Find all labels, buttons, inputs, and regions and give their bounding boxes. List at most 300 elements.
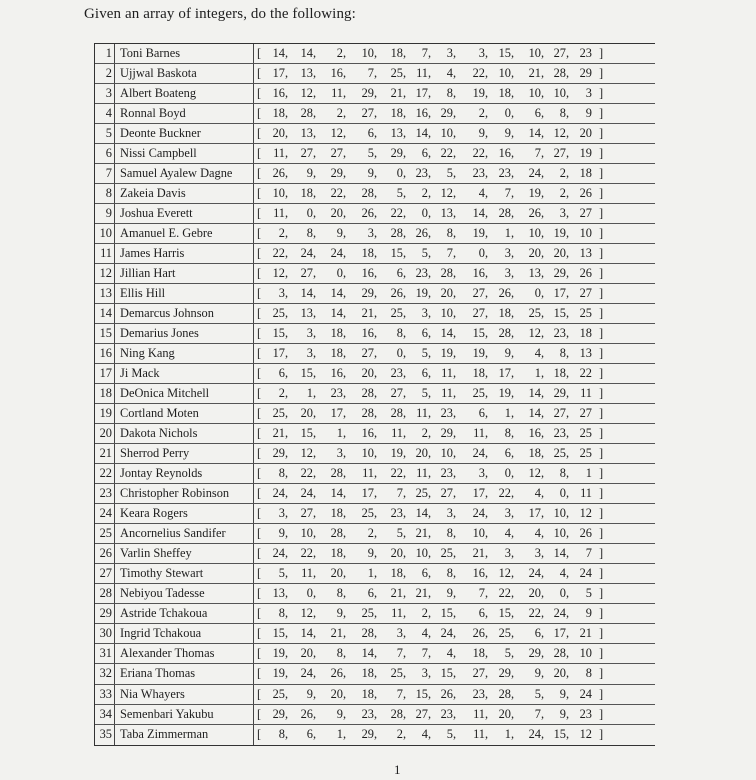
array-value: 14 (300, 46, 313, 60)
comma-separator: , (566, 146, 570, 161)
array-value: 2 (421, 426, 428, 441)
comma-separator: , (374, 326, 378, 341)
comma-separator: , (343, 606, 347, 621)
table-row (95, 284, 655, 304)
array-value: 26 (579, 266, 592, 281)
row-number: 16 (95, 344, 115, 363)
comma-separator: , (541, 106, 545, 121)
comma-separator: , (511, 406, 515, 421)
array-value: 19 (579, 146, 592, 161)
array-value: 7 (446, 246, 453, 261)
comma-separator: , (428, 306, 432, 321)
array-value: 10 (440, 126, 453, 141)
array-value: 24 (300, 246, 313, 261)
array-value: 14 (272, 46, 285, 60)
comma-separator: , (374, 646, 378, 661)
array-value: 20 (528, 586, 541, 601)
close-bracket: ] (599, 126, 604, 141)
comma-separator: , (285, 286, 289, 301)
array-value: 23 (498, 166, 511, 181)
student-name: Ujjwal Baskota (120, 66, 197, 81)
open-bracket: [ (257, 686, 262, 701)
array-value: 5 (446, 726, 453, 741)
array-value: 11 (391, 606, 403, 621)
comma-separator: , (453, 126, 457, 141)
table-row (95, 504, 655, 524)
comma-separator: , (541, 46, 545, 60)
array-value: 11 (301, 566, 313, 581)
array-value: 2 (559, 186, 566, 201)
comma-separator: , (541, 226, 545, 241)
array-value: 25 (553, 446, 566, 461)
comma-separator: , (566, 566, 570, 581)
comma-separator: , (285, 426, 289, 441)
comma-separator: , (511, 526, 515, 541)
array-value: 20 (330, 566, 343, 581)
array-value: 0 (504, 466, 511, 481)
array-value: 21 (528, 66, 541, 81)
array-value: 15 (440, 606, 453, 621)
table-row (95, 44, 655, 64)
array-value: 7 (504, 186, 511, 201)
array-value: 2 (396, 726, 403, 741)
close-bracket: ] (599, 306, 604, 321)
comma-separator: , (541, 386, 545, 401)
table-row (95, 644, 655, 664)
comma-separator: , (453, 646, 457, 661)
row-number: 28 (95, 584, 115, 603)
comma-separator: , (403, 626, 407, 641)
comma-separator: , (374, 126, 378, 141)
array-value: 9 (559, 706, 566, 721)
comma-separator: , (343, 566, 347, 581)
comma-separator: , (485, 726, 489, 741)
comma-separator: , (428, 66, 432, 81)
open-bracket: [ (257, 626, 262, 641)
array-value: 19 (498, 386, 511, 401)
row-number: 35 (95, 725, 115, 745)
comma-separator: , (343, 206, 347, 221)
array-value: 7 (421, 46, 428, 60)
comma-separator: , (485, 46, 489, 60)
comma-separator: , (541, 626, 545, 641)
comma-separator: , (485, 186, 489, 201)
comma-separator: , (285, 166, 289, 181)
array-value: 20 (553, 246, 566, 261)
array-value: 18 (272, 106, 285, 121)
table-row (95, 204, 655, 224)
array-value: 3 (306, 326, 313, 341)
comma-separator: , (313, 346, 317, 361)
array-value: 17 (472, 486, 485, 501)
comma-separator: , (541, 566, 545, 581)
array-value: 5 (421, 246, 428, 261)
array-value: 5 (367, 146, 374, 161)
array-value: 16 (361, 266, 374, 281)
close-bracket: ] (599, 346, 604, 361)
array-value: 13 (300, 306, 313, 321)
comma-separator: , (285, 186, 289, 201)
table-row (95, 184, 655, 204)
comma-separator: , (374, 106, 378, 121)
table-row (95, 524, 655, 544)
comma-separator: , (374, 626, 378, 641)
comma-separator: , (403, 186, 407, 201)
row-number: 22 (95, 464, 115, 483)
array-value: 15 (390, 246, 403, 261)
comma-separator: , (428, 86, 432, 101)
comma-separator: , (511, 706, 515, 721)
array-value: 8 (446, 566, 453, 581)
comma-separator: , (428, 326, 432, 341)
array-value: 17 (553, 286, 566, 301)
row-number: 1 (95, 44, 115, 63)
table-row (95, 64, 655, 84)
comma-separator: , (285, 346, 289, 361)
comma-separator: , (566, 546, 570, 561)
comma-separator: , (511, 246, 515, 261)
comma-separator: , (485, 566, 489, 581)
array-value: 25 (361, 506, 374, 521)
comma-separator: , (428, 526, 432, 541)
comma-separator: , (541, 506, 545, 521)
open-bracket: [ (257, 266, 262, 281)
array-value: 23 (440, 406, 453, 421)
array-value: 13 (390, 126, 403, 141)
comma-separator: , (403, 566, 407, 581)
array-value: 18 (553, 366, 566, 381)
comma-separator: , (453, 186, 457, 201)
array-value: 26 (440, 686, 453, 701)
comma-separator: , (566, 326, 570, 341)
open-bracket: [ (257, 46, 262, 60)
array-value: 10 (528, 226, 541, 241)
array-value: 21 (415, 586, 428, 601)
array-value: 11 (473, 426, 485, 441)
comma-separator: , (511, 66, 515, 81)
student-name: Keara Rogers (120, 506, 188, 521)
array-value: 7 (396, 686, 403, 701)
array-value: 13 (300, 66, 313, 81)
comma-separator: , (485, 486, 489, 501)
comma-separator: , (453, 206, 457, 221)
open-bracket: [ (257, 706, 262, 721)
table-row (95, 564, 655, 584)
comma-separator: , (285, 466, 289, 481)
row-number: 20 (95, 424, 115, 443)
array-value: 29 (390, 146, 403, 161)
student-name: Christopher Robinson (120, 486, 230, 501)
comma-separator: , (511, 486, 515, 501)
student-name: Ingrid Tchakoua (120, 626, 202, 641)
comma-separator: , (428, 686, 432, 701)
comma-separator: , (313, 186, 317, 201)
array-value: 2 (336, 46, 343, 60)
comma-separator: , (453, 66, 457, 81)
comma-separator: , (541, 86, 545, 101)
array-value: 28 (553, 66, 566, 81)
array-value: 21 (390, 586, 403, 601)
comma-separator: , (566, 126, 570, 141)
comma-separator: , (541, 286, 545, 301)
array-value: 5 (585, 586, 592, 601)
array-value: 18 (528, 446, 541, 461)
array-value: 18 (472, 366, 485, 381)
array-value: 19 (440, 346, 453, 361)
comma-separator: , (403, 466, 407, 481)
comma-separator: , (511, 106, 515, 121)
array-value: 18 (361, 666, 374, 681)
array-value: 27 (300, 506, 313, 521)
array-value: 19 (390, 446, 403, 461)
row-number: 21 (95, 444, 115, 463)
row-number: 6 (95, 144, 115, 163)
comma-separator: , (511, 646, 515, 661)
array-value: 2 (421, 186, 428, 201)
array-value: 18 (579, 326, 592, 341)
comma-separator: , (403, 666, 407, 681)
comma-separator: , (343, 546, 347, 561)
comma-separator: , (453, 426, 457, 441)
comma-separator: , (541, 246, 545, 261)
comma-separator: , (541, 346, 545, 361)
array-value: 27 (553, 46, 566, 60)
comma-separator: , (566, 306, 570, 321)
array-value: 15 (300, 426, 313, 441)
array-value: 0 (559, 486, 566, 501)
array-value: 18 (390, 46, 403, 60)
array-value: 6 (534, 106, 541, 121)
array-value: 12 (579, 506, 592, 521)
comma-separator: , (313, 326, 317, 341)
comma-separator: , (485, 546, 489, 561)
array-value: 1 (504, 726, 511, 741)
student-name: DeOnica Mitchell (120, 386, 210, 401)
comma-separator: , (485, 706, 489, 721)
close-bracket: ] (599, 506, 604, 521)
array-value: 12 (300, 446, 313, 461)
comma-separator: , (313, 486, 317, 501)
array-value: 26 (300, 706, 313, 721)
array-value: 1 (336, 426, 343, 441)
array-value: 25 (528, 306, 541, 321)
row-number: 2 (95, 64, 115, 83)
table-row (95, 464, 655, 484)
comma-separator: , (541, 206, 545, 221)
array-value: 13 (528, 266, 541, 281)
array-value: 19 (528, 186, 541, 201)
array-value: 3 (559, 206, 566, 221)
student-name: Jillian Hart (120, 266, 176, 281)
comma-separator: , (453, 306, 457, 321)
comma-separator: , (313, 606, 317, 621)
array-value: 24 (528, 566, 541, 581)
array-value: 9 (336, 706, 343, 721)
comma-separator: , (343, 166, 347, 181)
comma-separator: , (485, 386, 489, 401)
array-value: 12 (440, 186, 453, 201)
array-value: 6 (504, 446, 511, 461)
comma-separator: , (541, 446, 545, 461)
open-bracket: [ (257, 166, 262, 181)
array-value: 17 (361, 486, 374, 501)
array-value: 10 (528, 86, 541, 101)
array-value: 16 (498, 146, 511, 161)
array-value: 7 (534, 706, 541, 721)
comma-separator: , (343, 346, 347, 361)
array-value: 29 (528, 646, 541, 661)
close-bracket: ] (599, 566, 604, 581)
student-name: Astride Tchakoua (120, 606, 208, 621)
table-row (95, 404, 655, 424)
comma-separator: , (485, 66, 489, 81)
comma-separator: , (343, 146, 347, 161)
comma-separator: , (403, 546, 407, 561)
comma-separator: , (453, 546, 457, 561)
row-number: 31 (95, 644, 115, 663)
comma-separator: , (541, 606, 545, 621)
comma-separator: , (428, 466, 432, 481)
array-value: 3 (396, 626, 403, 641)
array-value: 10 (361, 446, 374, 461)
array-value: 9 (534, 666, 541, 681)
array-value: 7 (396, 646, 403, 661)
comma-separator: , (374, 146, 378, 161)
array-value: 0 (306, 206, 313, 221)
comma-separator: , (313, 106, 317, 121)
comma-separator: , (453, 666, 457, 681)
comma-separator: , (285, 506, 289, 521)
comma-separator: , (285, 206, 289, 221)
student-name: Semenbari Yakubu (120, 706, 214, 721)
comma-separator: , (453, 366, 457, 381)
array-value: 12 (300, 606, 313, 621)
comma-separator: , (285, 146, 289, 161)
comma-separator: , (428, 46, 432, 60)
comma-separator: , (403, 206, 407, 221)
comma-separator: , (343, 266, 347, 281)
comma-separator: , (541, 186, 545, 201)
comma-separator: , (374, 666, 378, 681)
comma-separator: , (313, 206, 317, 221)
array-value: 26 (579, 186, 592, 201)
row-number: 8 (95, 184, 115, 203)
comma-separator: , (453, 706, 457, 721)
comma-separator: , (541, 526, 545, 541)
array-value: 14 (528, 126, 541, 141)
array-value: 24 (330, 246, 343, 261)
array-value: 9 (278, 526, 285, 541)
open-bracket: [ (257, 286, 262, 301)
comma-separator: , (511, 306, 515, 321)
array-value: 2 (336, 106, 343, 121)
array-value: 25 (390, 66, 403, 81)
open-bracket: [ (257, 386, 262, 401)
student-name: Sherrod Perry (120, 446, 190, 461)
close-bracket: ] (599, 86, 604, 101)
array-value: 20 (528, 246, 541, 261)
comma-separator: , (374, 46, 378, 60)
array-value: 16 (472, 266, 485, 281)
comma-separator: , (374, 506, 378, 521)
array-value: 3 (534, 546, 541, 561)
array-value: 8 (336, 586, 343, 601)
array-value: 18 (330, 506, 343, 521)
comma-separator: , (374, 386, 378, 401)
comma-separator: , (566, 366, 570, 381)
comma-separator: , (511, 286, 515, 301)
array-value: 9 (478, 126, 485, 141)
array-value: 0 (336, 266, 343, 281)
comma-separator: , (485, 106, 489, 121)
student-name: Ji Mack (120, 366, 160, 381)
array-value: 8 (396, 326, 403, 341)
comma-separator: , (428, 386, 432, 401)
comma-separator: , (285, 366, 289, 381)
comma-separator: , (453, 486, 457, 501)
comma-separator: , (485, 646, 489, 661)
array-value: 6 (306, 726, 313, 741)
array-value: 8 (306, 226, 313, 241)
comma-separator: , (428, 106, 432, 121)
comma-separator: , (511, 146, 515, 161)
comma-separator: , (313, 246, 317, 261)
close-bracket: ] (599, 66, 604, 81)
comma-separator: , (313, 226, 317, 241)
array-value: 10 (440, 306, 453, 321)
comma-separator: , (453, 46, 457, 60)
comma-separator: , (511, 366, 515, 381)
array-value: 15 (472, 326, 485, 341)
array-value: 9 (585, 606, 592, 621)
table-row (95, 384, 655, 404)
array-value: 28 (440, 266, 453, 281)
comma-separator: , (403, 606, 407, 621)
array-value: 9 (306, 166, 313, 181)
comma-separator: , (511, 466, 515, 481)
array-value: 9 (336, 606, 343, 621)
array-value: 14 (361, 646, 374, 661)
open-bracket: [ (257, 526, 262, 541)
array-value: 9 (559, 686, 566, 701)
comma-separator: , (511, 666, 515, 681)
array-value: 11 (473, 726, 485, 741)
comma-separator: , (428, 566, 432, 581)
student-name: Demarius Jones (120, 326, 199, 341)
array-value: 23 (361, 706, 374, 721)
comma-separator: , (485, 406, 489, 421)
array-value: 25 (415, 486, 428, 501)
comma-separator: , (453, 266, 457, 281)
array-value: 28 (361, 626, 374, 641)
array-value: 14 (330, 286, 343, 301)
array-value: 17 (272, 66, 285, 81)
array-value: 12 (272, 266, 285, 281)
comma-separator: , (285, 706, 289, 721)
comma-separator: , (313, 306, 317, 321)
array-value: 21 (272, 426, 285, 441)
array-value: 28 (498, 326, 511, 341)
array-value: 16 (472, 566, 485, 581)
student-name: Eriana Thomas (120, 666, 196, 681)
table-row (95, 164, 655, 184)
array-value: 14 (300, 626, 313, 641)
array-value: 22 (579, 366, 592, 381)
comma-separator: , (511, 186, 515, 201)
comma-separator: , (428, 726, 432, 741)
array-value: 23 (579, 706, 592, 721)
array-value: 22 (498, 586, 511, 601)
